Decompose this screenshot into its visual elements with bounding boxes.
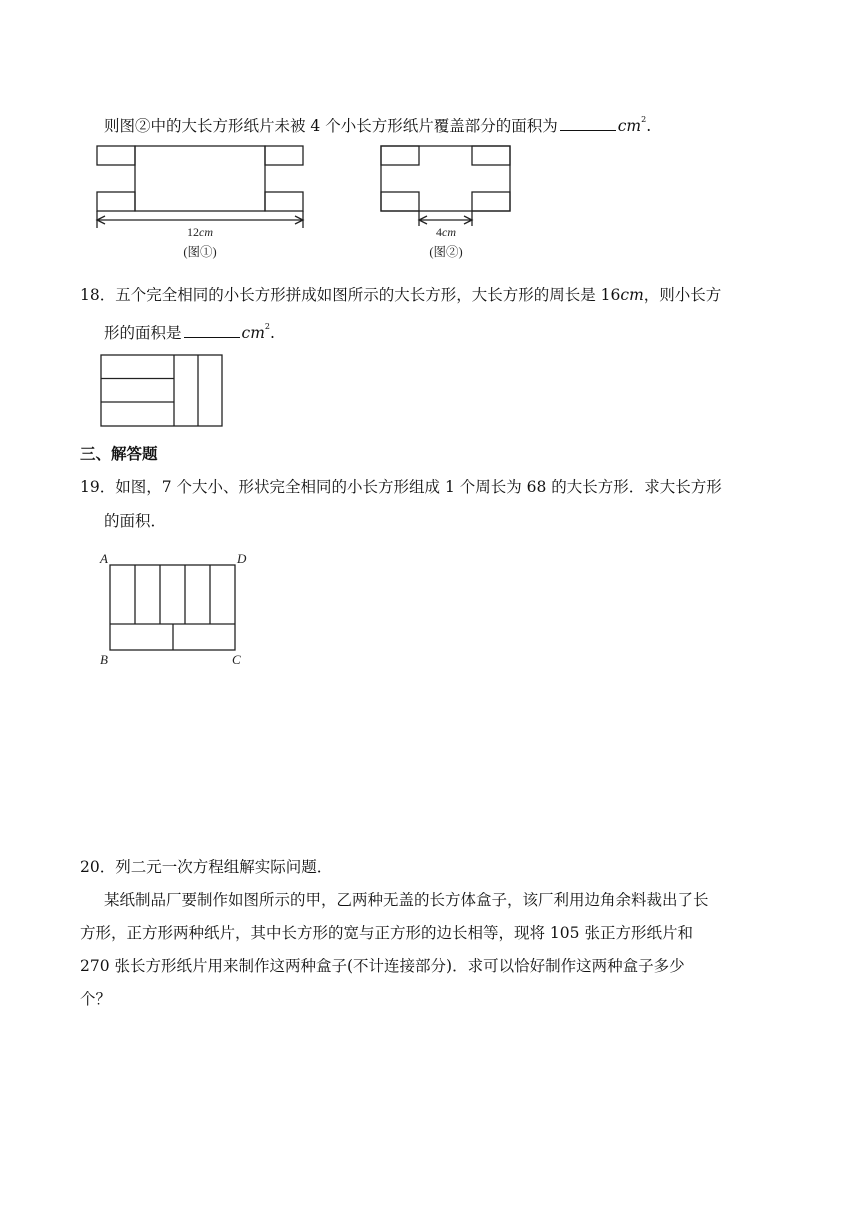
fig1-small-rect <box>97 146 135 165</box>
q20-line3: 方形，正方形两种纸片，其中长方形的宽与正方形的边长相等，现将 105 张正方形纸片和 <box>80 924 693 942</box>
fig1-small-rect <box>265 146 303 165</box>
fig2-caption: (图②) <box>429 245 463 259</box>
q19-figure <box>98 548 258 670</box>
label-b: B <box>100 652 108 667</box>
fig1-small-rect <box>97 192 135 211</box>
q19-line1: 19．如图，7 个大小、形状完全相同的小长方形组成 1 个周长为 68 的大长方形．求大长方形 <box>80 478 722 496</box>
q18-body: 18．五个完全相同的小长方形拼成如图所示的大长方形，大长方形的周长是 16 <box>80 286 621 304</box>
fig2-small-rect <box>472 146 510 165</box>
fig1-dim-label: 12cm <box>187 225 213 239</box>
q17-unit: cm <box>617 117 642 135</box>
q18-answer-blank[interactable] <box>184 322 240 338</box>
fig2-dim-label: 4cm <box>436 225 456 239</box>
fig2-small-rect <box>472 192 510 211</box>
q20-line4: 270 张长方形纸片用来制作这两种盒子(不计连接部分)．求可以恰好制作这两种盒子多少 <box>80 957 685 975</box>
fig1-large-rect <box>135 146 265 211</box>
label-d: D <box>237 551 247 566</box>
fig1-caption: (图①) <box>183 245 217 259</box>
q17-figure-2 <box>376 140 526 270</box>
q19-line2: 的面积． <box>104 512 167 530</box>
fig2-small-rect <box>381 192 419 211</box>
q17-body: 则图②中的大长方形纸片未被 4 个小长方形纸片覆盖部分的面积为 <box>104 117 558 135</box>
q18-figure <box>100 354 224 428</box>
q18-line1-end: ，则小长方 <box>643 286 722 304</box>
q17-figure-1 <box>92 140 312 270</box>
q18-line1 <box>80 284 721 306</box>
q18-end: . <box>270 324 275 342</box>
q20-line1: 20．列二元一次方程组解实际问题． <box>80 858 333 876</box>
q18-line1-unit: cm <box>620 286 644 304</box>
q17-answer-blank[interactable] <box>560 115 616 131</box>
q18-unit: cm <box>241 324 265 342</box>
label-a: A <box>100 551 108 566</box>
q17-end: . <box>646 117 652 135</box>
q18-line2 <box>104 316 275 344</box>
section-title: 三、解答题 <box>80 444 158 463</box>
q20-line5: 个？ <box>80 990 112 1008</box>
fig2-small-rect <box>381 146 419 165</box>
q18-outer-rect <box>101 355 222 426</box>
q18-unit-sup: 2 <box>264 322 270 331</box>
q17-unit-sup: 2 <box>641 115 647 124</box>
fig1-small-rect <box>265 192 303 211</box>
q18-body-2: 形的面积是 <box>104 324 182 342</box>
label-c: C <box>232 652 241 667</box>
q20-line2: 某纸制品厂要制作如图所示的甲，乙两种无盖的长方体盒子，该厂利用边角余料裁出了长 <box>104 891 709 909</box>
q17-text <box>104 109 651 137</box>
fig2-large-rect <box>381 146 510 211</box>
